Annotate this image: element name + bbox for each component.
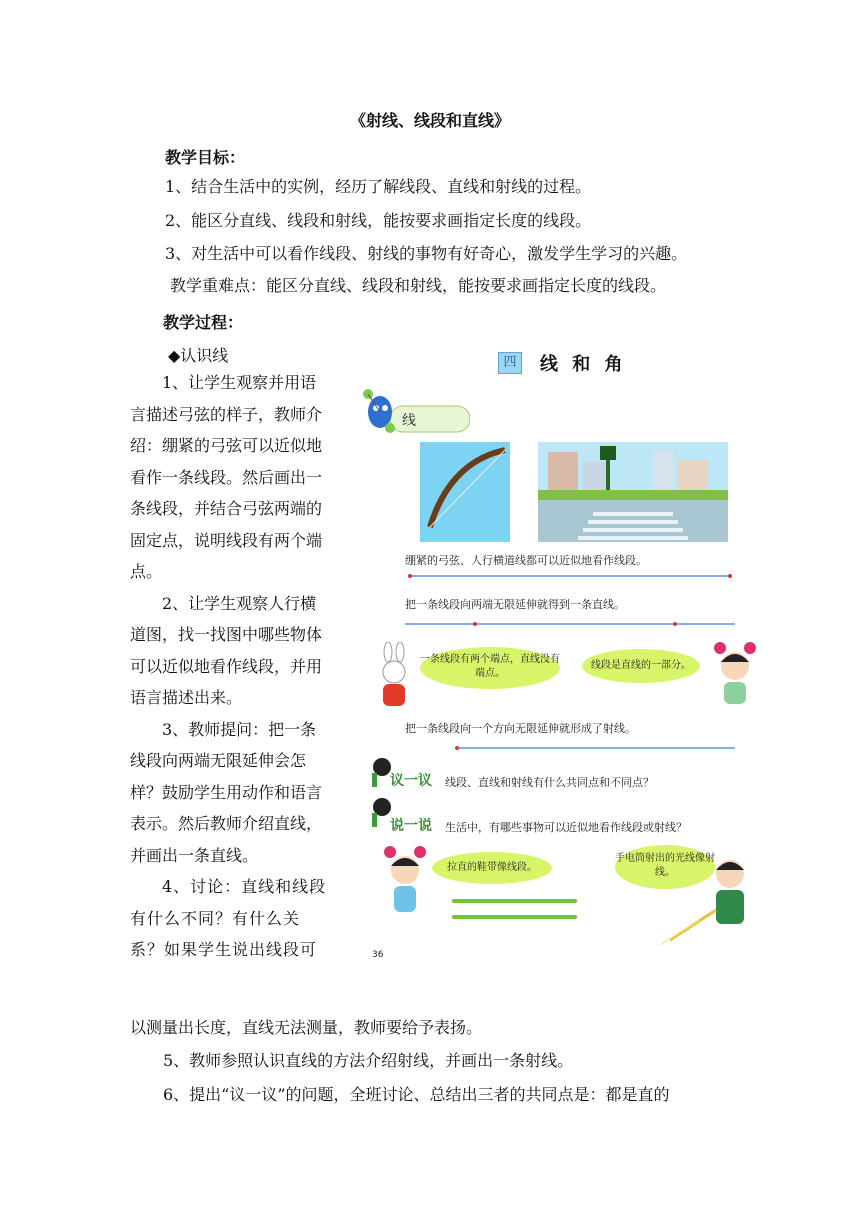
crosswalk-picture bbox=[538, 442, 728, 542]
tab-label: 线 bbox=[402, 413, 416, 429]
goal-item-2: 2、能区分直线、线段和射线，能按要求画指定长度的线段。 bbox=[165, 211, 592, 230]
unit-title: 线 和 角 bbox=[540, 354, 627, 375]
document-title: 《射线、线段和直线》 bbox=[349, 111, 510, 130]
key-points: 教学重难点：能区分直线、线段和射线，能按要求画指定长度的线段。 bbox=[170, 276, 667, 295]
girl-character-icon bbox=[710, 638, 760, 708]
paragraph-1: 1、让学生观察并用语言描述弓弦的样子，教师介绍：绷紧的弓弦可以近似地看作一条线段。然后画出一条线段，并结合弓弦两端的固定点，说明线段有两个端点。 bbox=[130, 373, 323, 581]
bubble-endpoints: 一条线段有两个端点，直线没有端点。 bbox=[420, 647, 560, 689]
segment-drawing bbox=[405, 572, 735, 580]
bubble-shoelace: 拉直的鞋带像线段。 bbox=[432, 852, 552, 884]
paragraph-6: 6、提出“议一议”的问题，全班讨论、总结出三者的共同点是：都是直的 bbox=[163, 1085, 670, 1104]
paragraph-4-continued: 以测量出长度，直线无法测量，教师要给予表扬。 bbox=[130, 1018, 483, 1037]
ray-drawing bbox=[405, 744, 735, 752]
goals-heading: 教学目标： bbox=[165, 148, 246, 167]
say-label: 说一说 bbox=[390, 818, 432, 834]
microphone-icon bbox=[368, 757, 392, 787]
paragraph-4: 4、讨论：直线和线段有什么不同？有什么关系？如果学生说出线段可 bbox=[130, 877, 327, 959]
process-heading: 教学过程： bbox=[163, 313, 244, 332]
bubble-flashlight: 手电筒射出的光线像射线。 bbox=[615, 845, 715, 889]
paragraph-2: 2、让学生观察人行横道图，找一找图中哪些物体可以近似地看作线段，并用语言描述出来。 bbox=[130, 593, 323, 707]
girl-character-icon bbox=[380, 842, 430, 917]
caption-segment: 绷紧的弓弦、人行横道线都可以近似地看作线段。 bbox=[405, 554, 647, 567]
goal-item-3: 3、对生活中可以看作线段、射线的事物有好奇心，激发学生学习的兴趣。 bbox=[165, 244, 688, 263]
page-number: 36 bbox=[372, 950, 384, 960]
bow-picture bbox=[420, 442, 510, 542]
discuss-text: 线段、直线和射线有什么共同点和不同点？ bbox=[445, 776, 654, 789]
section-label: ◆认识线 bbox=[168, 346, 229, 365]
caption-line: 把一条线段向两端无限延伸就得到一条直线。 bbox=[405, 598, 625, 611]
caption-ray: 把一条线段向一个方向无限延伸就形成了射线。 bbox=[405, 722, 636, 735]
goal-item-1: 1、结合生活中的实例，经历了解线段、直线和射线的过程。 bbox=[165, 177, 592, 196]
microphone-icon bbox=[368, 797, 392, 827]
textbook-figure bbox=[360, 330, 770, 970]
rabbit-character-icon bbox=[370, 642, 420, 712]
shoelace-drawing bbox=[452, 895, 577, 925]
say-text: 生活中，有哪些事物可以近似地看作线段或射线？ bbox=[445, 821, 687, 834]
boy-with-flashlight-icon bbox=[660, 850, 760, 945]
paragraph-3: 3、教师提问：把一条线段向两端无限延伸会怎样？鼓励学生用动作和语言表示。然后教师介绍直线，并画出一条直线。 bbox=[130, 719, 323, 865]
line-drawing bbox=[405, 620, 735, 628]
bubble-part-of-line: 线段是直线的一部分。 bbox=[582, 649, 700, 683]
paragraph-5: 5、教师参照认识直线的方法介绍射线，并画出一条射线。 bbox=[163, 1051, 574, 1070]
discuss-label: 议一议 bbox=[390, 773, 432, 789]
narrow-text-column bbox=[130, 367, 330, 966]
unit-number-badge: 四 bbox=[498, 352, 522, 374]
